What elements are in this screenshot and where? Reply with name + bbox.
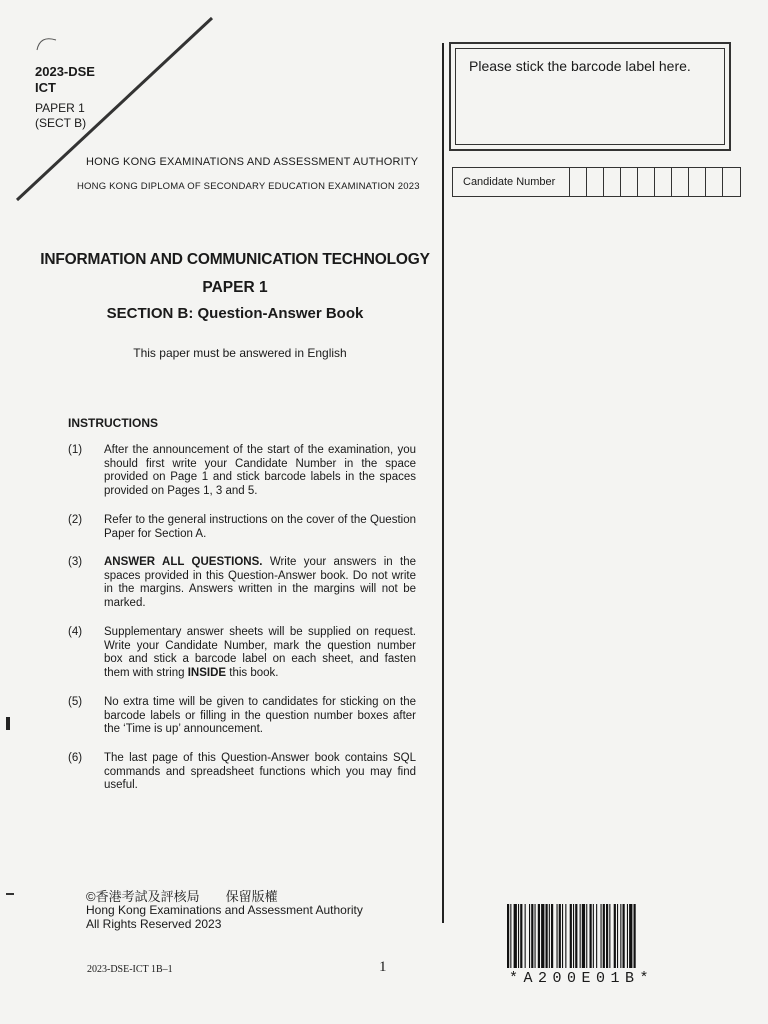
barcode-bar	[525, 904, 526, 968]
barcode-image	[505, 904, 731, 968]
barcode-bar	[546, 904, 548, 968]
instruction-number: (5)	[68, 696, 83, 708]
instruction-body: Write your answers in the spaces provided in this Question-Answer book. Do not write in the margins. Answers written in the margins will not be marked.	[104, 556, 416, 609]
section-title: SECTION B: Question-Answer Book	[106, 305, 364, 322]
margin-dash	[6, 893, 14, 895]
page-number: 1	[379, 959, 387, 975]
barcode-bar	[531, 904, 533, 968]
instruction-text: After the announcement of the start of the examination, you should first write your Candidate Number in the space provided on Page 1 and stick barcode labels in the spaces provided on Pages 1, 3 and 5.	[104, 444, 416, 497]
instruction-emphasis: ANSWER ALL QUESTIONS.	[104, 556, 263, 568]
barcode-bar	[593, 904, 594, 968]
barcode-bar	[627, 904, 628, 968]
candidate-number-cell[interactable]	[723, 168, 740, 196]
candidate-number-cell[interactable]	[604, 168, 621, 196]
instructions-heading: INSTRUCTIONS	[68, 416, 158, 430]
instruction-number: (4)	[68, 626, 83, 638]
exam-code-year: 2023-DSE	[35, 64, 95, 79]
instruction-body: Supplementary answer sheets will be supplied on request. Write your Candidate Number, mark the question number box and stick a barcode label on each sheet, and fasten them with string	[104, 626, 416, 679]
barcode-bar	[629, 904, 632, 968]
copyright-rights: All Rights Reserved 2023	[86, 917, 222, 931]
barcode-bar	[570, 904, 572, 968]
barcode-bar	[603, 904, 605, 968]
barcode-bar	[514, 904, 517, 968]
section-label: (SECT B)	[35, 116, 87, 130]
candidate-number-label: Candidate Number	[453, 168, 570, 196]
vertical-divider	[442, 43, 444, 923]
copyright-chinese: ©香港考試及評核局 保留版權	[86, 889, 278, 904]
instruction-text	[104, 626, 416, 680]
copyright-authority: Hong Kong Examinations and Assessment Authority	[86, 903, 363, 917]
candidate-number-field[interactable]	[452, 167, 741, 197]
candidate-number-cell[interactable]	[638, 168, 655, 196]
candidate-number-cell[interactable]	[621, 168, 638, 196]
barcode-bar	[582, 904, 585, 968]
barcode-bar	[518, 904, 519, 968]
paper-title: PAPER 1	[202, 279, 268, 296]
barcode-bar	[529, 904, 530, 968]
exam-code	[35, 64, 95, 96]
instruction-tail: this book.	[226, 666, 279, 679]
barcode-bar	[541, 904, 544, 968]
barcode-bar	[609, 904, 610, 968]
barcode-bar	[580, 904, 581, 968]
instruction-text	[104, 556, 416, 610]
paper-label: PAPER 1	[35, 101, 85, 115]
barcode-bar	[520, 904, 522, 968]
instruction-emphasis: INSIDE	[187, 666, 227, 679]
barcode-bar	[535, 904, 536, 968]
barcode-label-area	[449, 42, 731, 151]
barcode-bar	[557, 904, 558, 968]
diploma-name: HONG KONG DIPLOMA OF SECONDARY EDUCATION EXAMINATION 2023	[77, 181, 420, 192]
margin-mark	[6, 717, 10, 730]
instruction-number: (2)	[68, 514, 83, 526]
instruction-number: (1)	[68, 444, 83, 456]
candidate-number-cell[interactable]	[689, 168, 706, 196]
language-note: This paper must be answered in English	[133, 346, 347, 360]
barcode-bar	[590, 904, 592, 968]
barcode-bar	[634, 904, 636, 968]
instruction-text: The last page of this Question-Answer book contains SQL commands and spreadsheet functions which you may find useful.	[104, 752, 416, 791]
barcode-bar	[614, 904, 616, 968]
barcode-bar	[562, 904, 563, 968]
barcode-label-instruction: Please stick the barcode label here.	[469, 58, 691, 74]
barcode-bar	[510, 904, 511, 968]
barcode-bar	[596, 904, 597, 968]
instruction-number: (6)	[68, 752, 83, 764]
barcode-text: *A200E01B*	[509, 970, 655, 987]
barcode-bar	[559, 904, 561, 968]
barcode-bar	[551, 904, 553, 968]
candidate-number-cell[interactable]	[570, 168, 587, 196]
instruction-text: No extra time will be given to candidates for sticking on the barcode labels or filling in the question number boxes after the ‘Time is up’ announcement.	[104, 696, 416, 735]
exam-subject: ICT	[35, 80, 56, 95]
barcode-bar	[586, 904, 587, 968]
candidate-number-cell[interactable]	[655, 168, 672, 196]
authority-name: HONG KONG EXAMINATIONS AND ASSESSMENT AUTHORITY	[86, 156, 419, 168]
barcode-bar	[507, 904, 509, 968]
footer-paper-code: 2023-DSE-ICT 1B–1	[87, 964, 173, 975]
candidate-number-cell[interactable]	[672, 168, 689, 196]
barcode-bar	[617, 904, 618, 968]
candidate-number-cell[interactable]	[706, 168, 723, 196]
barcode-bar	[620, 904, 621, 968]
candidate-number-cell[interactable]	[587, 168, 604, 196]
barcode-bar	[606, 904, 608, 968]
subject-title: INFORMATION AND COMMUNICATION TECHNOLOGY	[40, 251, 430, 268]
instruction-text: Refer to the general instructions on the cover of the Question Paper for Section A.	[104, 514, 416, 540]
barcode-bar	[538, 904, 540, 968]
barcode-bar	[549, 904, 550, 968]
barcode-bar	[601, 904, 602, 968]
barcode-bar	[565, 904, 566, 968]
barcode-bar	[575, 904, 577, 968]
paper-section	[35, 101, 86, 131]
barcode-bar	[573, 904, 574, 968]
instruction-number: (3)	[68, 556, 83, 568]
barcode-bar	[623, 904, 625, 968]
